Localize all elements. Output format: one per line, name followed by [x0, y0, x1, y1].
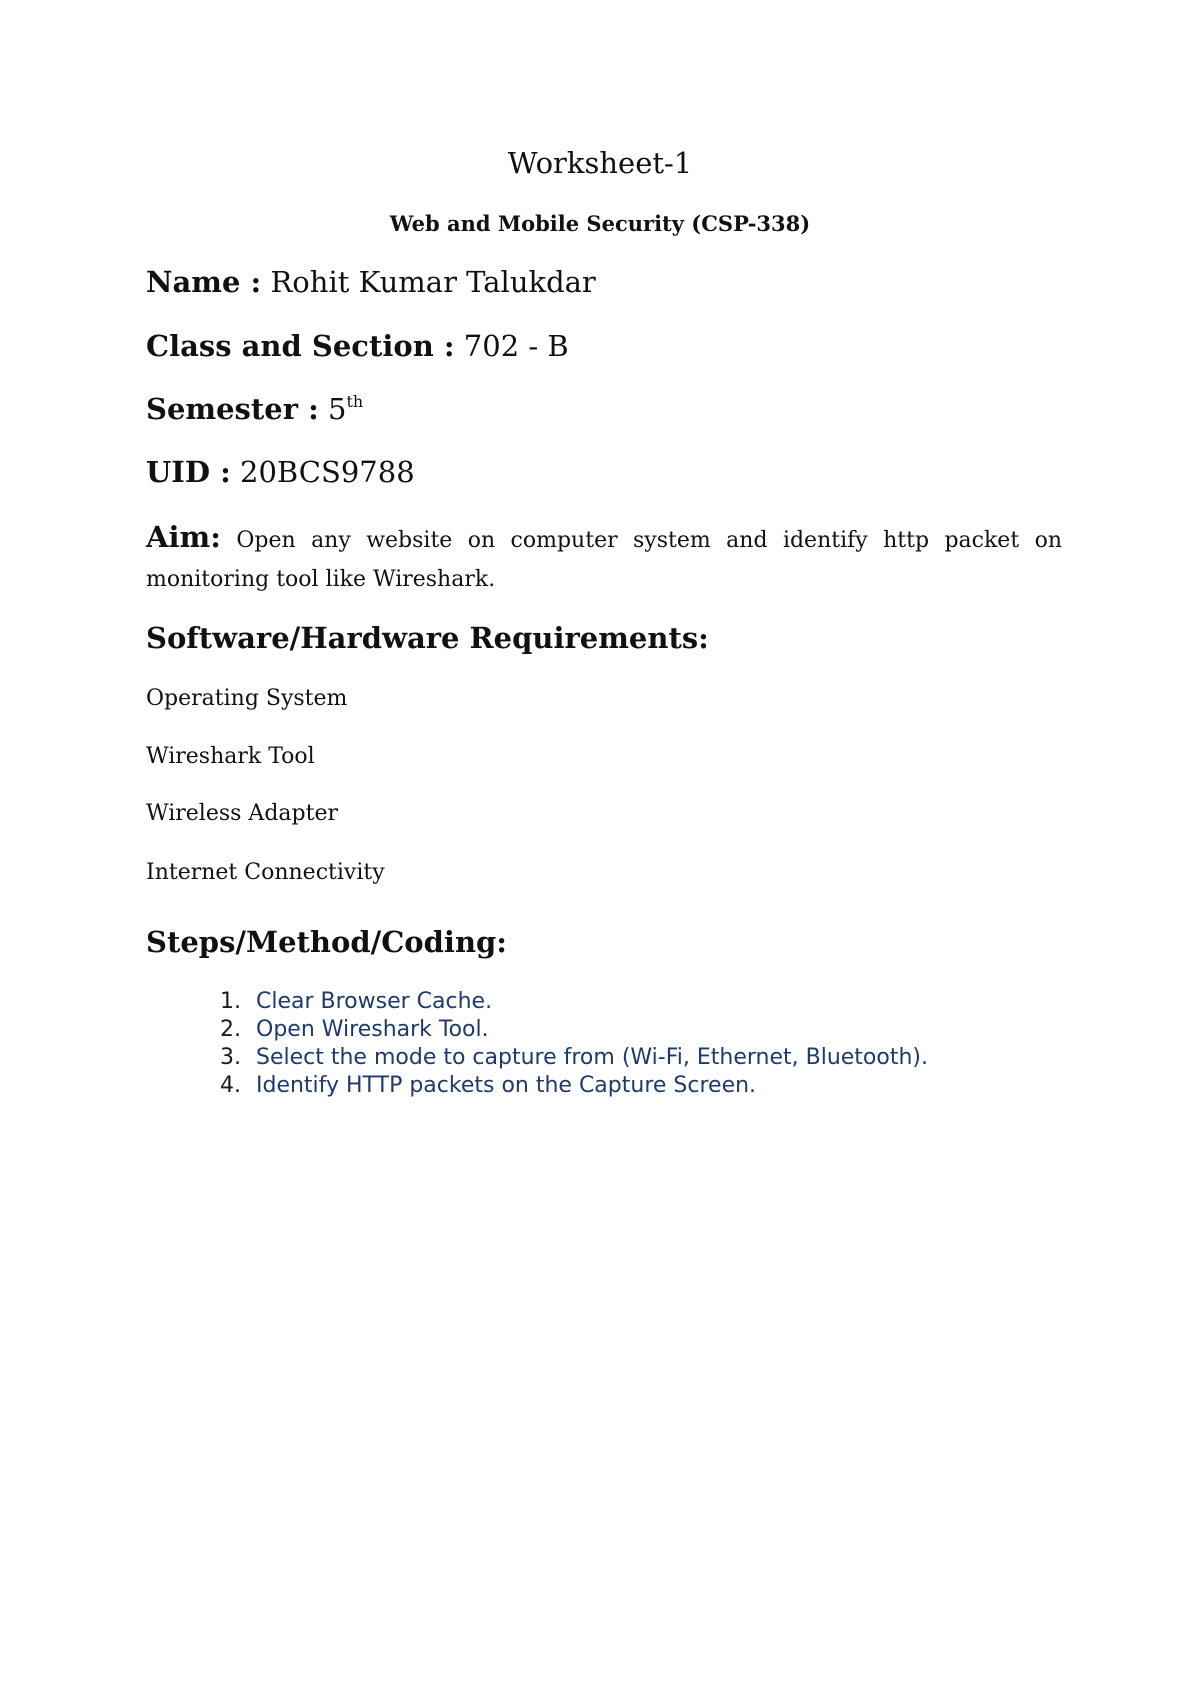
step-number: 1. [220, 989, 241, 1014]
step-number: 2. [220, 1017, 241, 1042]
semester-field [146, 392, 363, 426]
uid-value: 20BCS9788 [240, 455, 415, 489]
name-value: Rohit Kumar Talukdar [270, 265, 596, 299]
uid-label: UID : [146, 455, 231, 489]
aim-label: Aim: [146, 520, 221, 554]
name-label: Name : [146, 265, 262, 299]
step-text: Clear Browser Cache. [256, 989, 493, 1014]
requirement-item: Internet Connectivity [146, 860, 385, 885]
semester-value: 5 [328, 392, 347, 426]
class-section-field [146, 329, 569, 363]
steps-heading: Steps/Method/Coding: [146, 925, 508, 959]
step-item [220, 1016, 928, 1044]
step-number: 4. [220, 1073, 241, 1098]
semester-label: Semester : [146, 392, 319, 426]
aim-text: Open any website on computer system and identify http packet on monitoring tool like Wireshark. [146, 528, 1062, 592]
uid-field [146, 455, 415, 489]
requirement-item: Operating System [146, 686, 348, 711]
step-text: Identify HTTP packets on the Capture Screen. [256, 1073, 757, 1098]
class-section-label: Class and Section : [146, 329, 455, 363]
page-title: Worksheet-1 [507, 146, 693, 180]
step-item [220, 988, 928, 1016]
step-text: Select the mode to capture from (Wi-Fi, Ethernet, Bluetooth). [256, 1045, 928, 1070]
course-subtitle: Web and Mobile Security (CSP-338) [389, 211, 811, 236]
requirements-heading: Software/Hardware Requirements: [146, 621, 709, 655]
step-number: 3. [220, 1045, 241, 1070]
semester-suffix: th [346, 392, 364, 411]
name-field [146, 265, 596, 299]
steps-list [220, 988, 928, 1100]
requirement-item: Wireless Adapter [146, 801, 338, 826]
class-section-value: 702 - B [463, 329, 569, 363]
step-item [220, 1072, 928, 1100]
step-text: Open Wireshark Tool. [256, 1017, 489, 1042]
step-item [220, 1044, 928, 1072]
aim-paragraph [146, 518, 1062, 599]
requirement-item: Wireshark Tool [146, 744, 315, 769]
